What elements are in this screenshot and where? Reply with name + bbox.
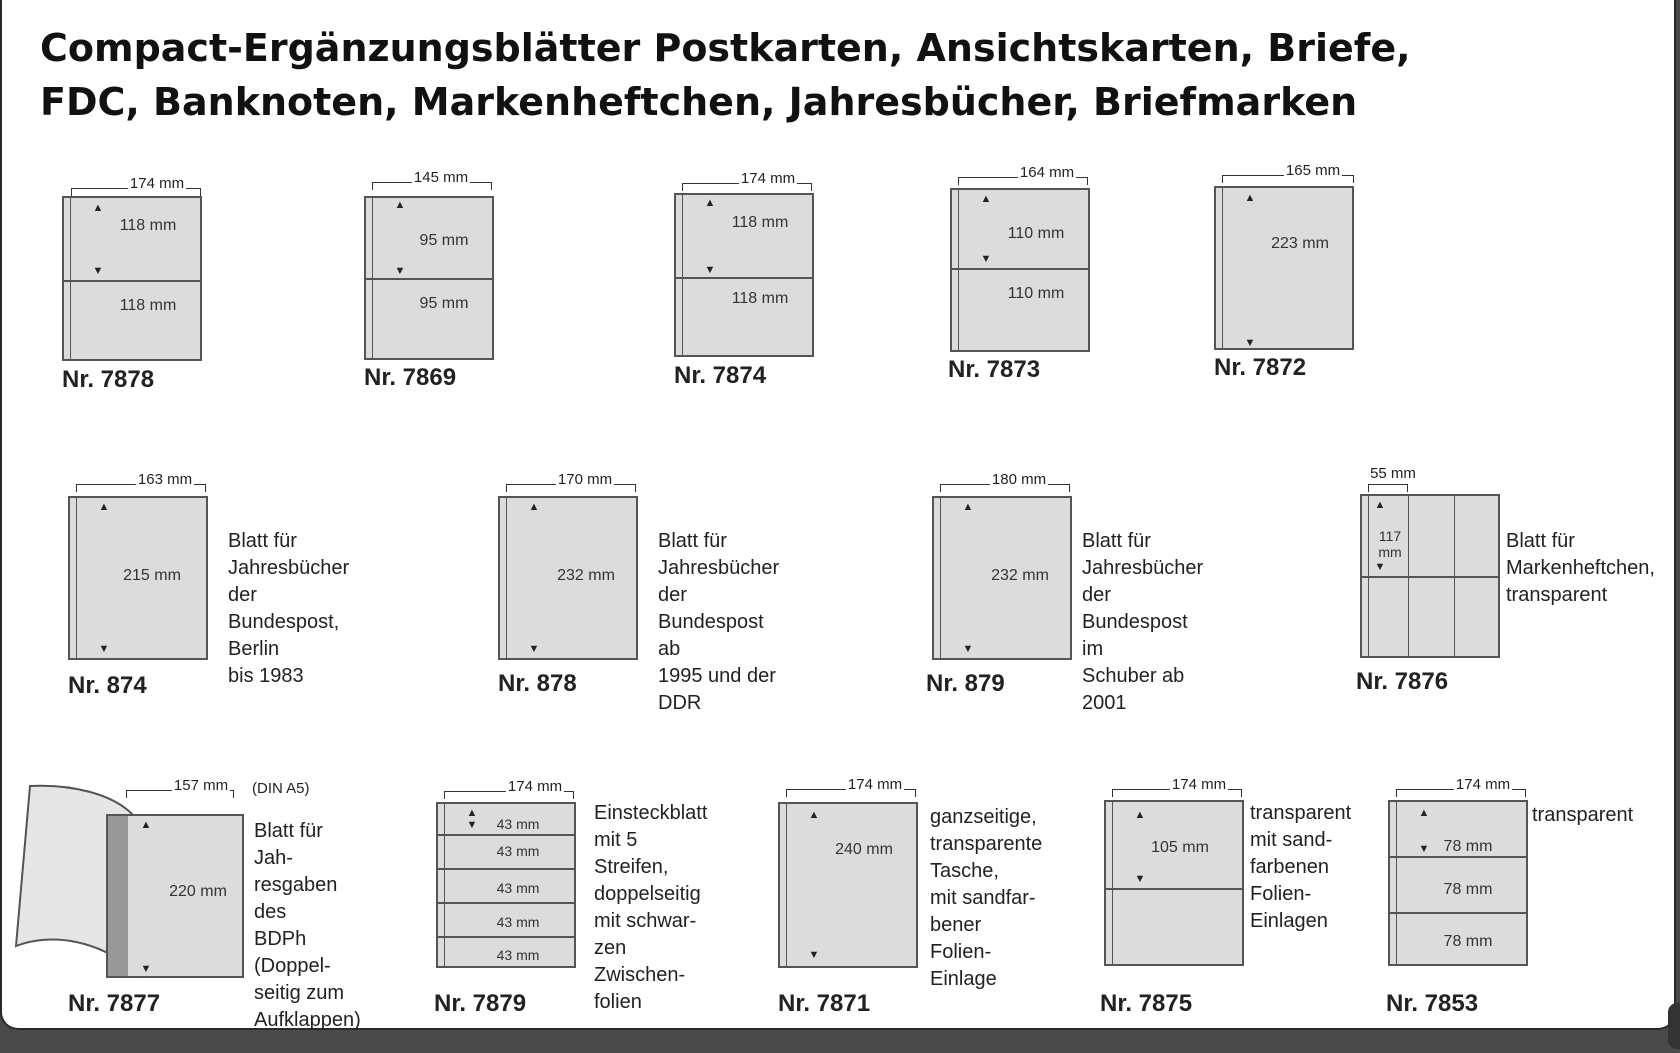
arrow-up-icon: ▲	[466, 807, 478, 819]
item-description: Blatt für Jah- resgaben des BDPh (Doppel- seitig zum Aufklappen)	[254, 820, 361, 1031]
width-dimension	[786, 776, 916, 797]
item-description: Blatt für Jahresbücher der Bundespost ab 1995 und der DDR	[658, 530, 780, 714]
strip-height-label: 43 mm	[496, 880, 540, 896]
pocket-height-label: 215 mm	[123, 567, 181, 584]
width-dimension	[372, 169, 492, 190]
arrow-down-icon: ▼	[394, 265, 406, 277]
sheet-diagram	[950, 188, 1090, 352]
width-dimension	[1222, 162, 1354, 183]
strip-height-label: 43 mm	[496, 914, 540, 930]
arrow-up-icon: ▲	[98, 501, 110, 513]
item-number: Nr. 7878	[62, 366, 155, 393]
pocket-height-label: 118 mm	[731, 290, 789, 307]
width-dimension	[126, 777, 234, 798]
strip-height-label: 43 mm	[496, 843, 540, 859]
scroll-handle[interactable]	[1668, 1003, 1680, 1049]
sheet-diagram	[498, 496, 638, 660]
width-dimension	[506, 471, 636, 492]
arrow-down-icon: ▼	[704, 264, 716, 276]
pocket-height-label: 118 mm	[119, 217, 177, 234]
pocket-height-label: 95 mm	[419, 295, 469, 312]
binding-strip	[70, 198, 71, 359]
width-dimension	[940, 471, 1070, 492]
arrow-up-icon: ▲	[528, 501, 540, 513]
item-number: Nr. 878	[498, 670, 577, 697]
binding-strip	[444, 804, 445, 966]
arrow-up-icon: ▲	[140, 819, 152, 831]
sheet-diagram	[1104, 800, 1244, 966]
width-dimension	[958, 164, 1088, 185]
pocket-height-label: 110 mm	[1007, 225, 1065, 242]
pocket-divider	[676, 277, 812, 279]
width-label: 164 mm	[1019, 164, 1075, 181]
item-description: ganzseitige, transparente Tasche, mit sandfar- bener Folien- Einlage	[930, 806, 1043, 990]
pocket-height-label: 220 mm	[169, 883, 227, 900]
sheet-diagram	[674, 193, 814, 357]
item-number: Nr. 7877	[68, 990, 161, 1017]
binding-strip	[1396, 802, 1397, 964]
arrow-down-icon: ▼	[98, 643, 110, 655]
sheet-diagram	[778, 802, 918, 968]
pocket-divider	[366, 278, 492, 280]
pocket-height-label: 105 mm	[1151, 839, 1209, 856]
width-label: 174 mm	[1455, 776, 1511, 793]
item-number: Nr. 7875	[1100, 990, 1193, 1017]
arrow-down-icon: ▼	[140, 963, 152, 975]
binding-strip	[940, 498, 941, 658]
arrow-up-icon: ▲	[980, 193, 992, 205]
pocket-height-label: 118 mm	[731, 214, 789, 231]
arrow-up-icon: ▲	[1418, 807, 1430, 819]
sheet-diagram	[364, 196, 494, 360]
item-number: Nr. 879	[926, 670, 1005, 697]
pocket-divider	[952, 268, 1088, 270]
strip-divider	[438, 868, 574, 870]
item-description: transparent	[1532, 804, 1634, 826]
arrow-down-icon: ▼	[962, 643, 974, 655]
width-label: 165 mm	[1285, 162, 1341, 179]
strip-height-label: 78 mm	[1443, 933, 1493, 950]
arrow-down-icon: ▼	[528, 643, 540, 655]
strip-height-label: 43 mm	[496, 947, 540, 963]
sheet-diagram	[1388, 800, 1528, 966]
binding-strip	[1222, 188, 1223, 348]
width-label: 145 mm	[413, 169, 469, 186]
binding-strip	[958, 190, 959, 350]
item-number: Nr. 874	[68, 672, 147, 699]
pocket-divider	[64, 280, 200, 282]
arrow-down-icon: ▼	[808, 949, 820, 961]
pocket-divider	[1106, 888, 1242, 890]
item-description: Blatt für Jahresbücher der Bundespost im Schuber ab 2001	[1082, 530, 1204, 714]
page-title-line-2: FDC, Banknoten, Markenheftchen, Jahresbücher, Briefmarken	[40, 80, 1358, 124]
strip-divider	[438, 936, 574, 938]
binding-strip	[506, 498, 507, 658]
item-number: Nr. 7879	[434, 990, 527, 1017]
binding-strip	[1112, 802, 1113, 964]
arrow-up-icon: ▲	[1244, 192, 1256, 204]
arrow-up-icon: ▲	[1374, 499, 1386, 511]
strip-divider	[1390, 856, 1526, 858]
width-label: 170 mm	[557, 471, 613, 488]
arrow-down-icon: ▼	[1374, 561, 1386, 573]
item-number: Nr. 7876	[1356, 668, 1449, 695]
arrow-up-icon: ▲	[808, 809, 820, 821]
pocket-height-label: 232 mm	[991, 567, 1049, 584]
arrow-down-icon: ▼	[980, 253, 992, 265]
width-dimension	[1368, 465, 1416, 492]
strip-divider	[438, 834, 574, 836]
width-label: 157 mm	[173, 777, 229, 794]
item-number: Nr. 7853	[1386, 990, 1479, 1017]
pocket-height-label: 118 mm	[119, 297, 177, 314]
width-label: 163 mm	[137, 471, 193, 488]
arrow-down-icon: ▼	[1134, 873, 1146, 885]
width-dimension	[1396, 776, 1526, 797]
width-dimension	[682, 170, 812, 191]
sheet-diagram	[62, 196, 202, 361]
item-number: Nr. 7874	[674, 362, 767, 389]
item-description: transparent mit sand- farbenen Folien- Einlagen	[1250, 802, 1352, 932]
item-description: Blatt für Markenheftchen, transparent	[1506, 530, 1655, 606]
sheet-diagram	[1360, 494, 1500, 658]
width-label: 174 mm	[740, 170, 796, 187]
pocket-height-label: 110 mm	[1007, 285, 1065, 302]
format-note: (DIN A5)	[252, 780, 310, 797]
strip-height-label: 78 mm	[1443, 838, 1493, 855]
sheet-diagram	[106, 814, 244, 978]
sheet-diagram	[68, 496, 208, 660]
arrow-down-icon: ▼	[92, 265, 104, 277]
width-label: 55 mm	[1370, 465, 1416, 482]
arrow-down-icon: ▼	[1244, 337, 1256, 349]
item-number: Nr. 7873	[948, 356, 1041, 383]
binding-strip	[682, 195, 683, 355]
binding-strip	[108, 816, 128, 976]
strip-divider	[1390, 912, 1526, 914]
pocket-height-label: 232 mm	[557, 567, 615, 584]
item-description: Einsteckblatt mit 5 Streifen, doppelseitig mit schwar- zen Zwischen- folien	[594, 802, 708, 1013]
width-label: 174 mm	[507, 778, 563, 795]
sheet-diagram	[1214, 186, 1354, 350]
arrow-up-icon: ▲	[92, 202, 104, 214]
arrow-up-icon: ▲	[704, 197, 716, 209]
arrow-down-icon: ▼	[1418, 843, 1430, 855]
page-title-line-1: Compact-Ergänzungsblätter Postkarten, Ansichtskarten, Briefe,	[40, 26, 1411, 70]
width-dimension	[1112, 776, 1242, 797]
pocket-height-label: 223 mm	[1271, 235, 1329, 252]
pocket-height-label: 240 mm	[835, 841, 893, 858]
width-dimension	[76, 471, 206, 492]
arrow-down-icon: ▼	[466, 819, 478, 831]
width-label: 174 mm	[1171, 776, 1227, 793]
width-label: 174 mm	[847, 776, 903, 793]
item-description: Blatt für Jahresbücher der Bundespost, Berlin bis 1983	[228, 530, 350, 687]
pocket-divider	[1362, 576, 1498, 578]
pocket-height-label: 95 mm	[419, 232, 469, 249]
binding-strip	[76, 498, 77, 658]
sheet-diagram	[932, 496, 1072, 660]
strip-divider	[438, 902, 574, 904]
strip-height-label: 43 mm	[496, 816, 540, 832]
width-label: 174 mm	[129, 175, 185, 192]
arrow-up-icon: ▲	[962, 501, 974, 513]
pocket-height-label: 117 mm	[1378, 528, 1402, 560]
sheet-diagram	[436, 802, 576, 968]
arrow-up-icon: ▲	[394, 199, 406, 211]
item-number: Nr. 7872	[1214, 354, 1307, 381]
item-number: Nr. 7871	[778, 990, 871, 1017]
width-dimension	[71, 175, 201, 196]
width-label: 180 mm	[991, 471, 1047, 488]
item-number: Nr. 7869	[364, 364, 457, 391]
width-dimension	[444, 778, 574, 799]
binding-strip	[786, 804, 787, 966]
strip-height-label: 78 mm	[1443, 881, 1493, 898]
arrow-up-icon: ▲	[1134, 809, 1146, 821]
